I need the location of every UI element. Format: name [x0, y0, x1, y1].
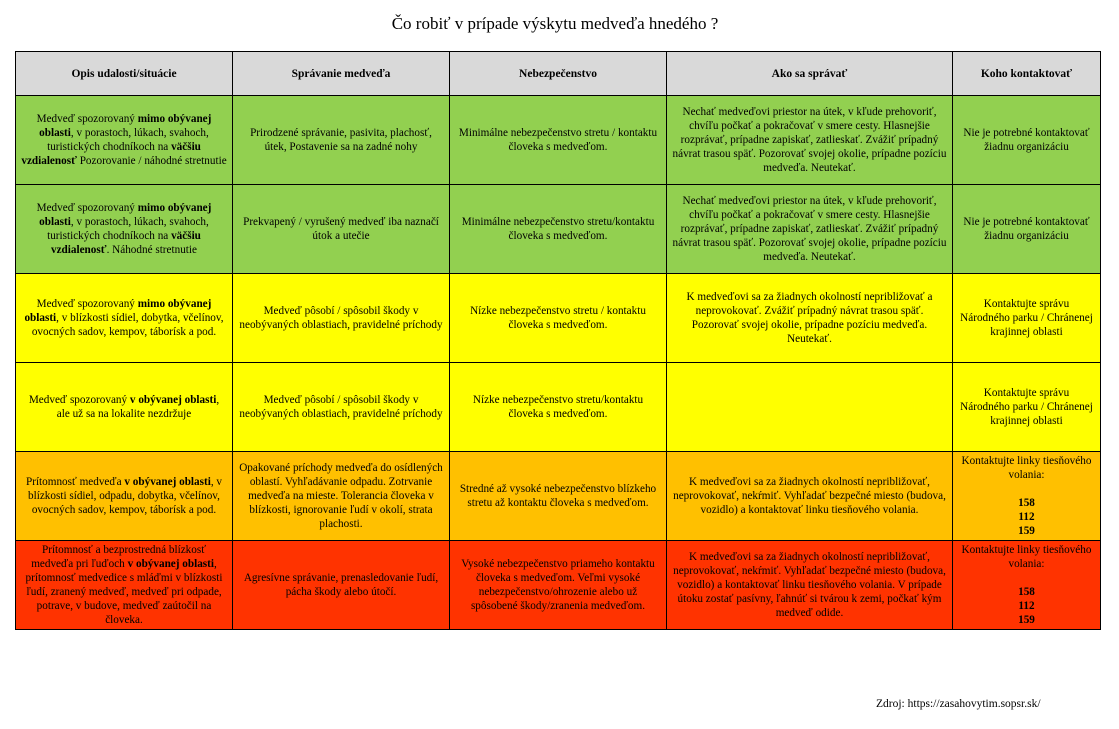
description-text: Prítomnosť a bezprostredná blízkosť medveďa pri ľuďoch — [31, 544, 206, 570]
description-text: Pozorovanie / náhodné stretnutie — [76, 155, 227, 167]
bear-behavior: Agresívne správanie, prenasledovanie ľudí, pácha škody alebo útočí. — [233, 541, 450, 630]
how-to-behave: K medveďovi sa za žiadnych okolností nepribližovať, neprovokovať, nekŕmiť. Vyhľadať bezpečné miesto (budova, vozidlo) a kontaktovať linku tiesňového volania. — [667, 452, 953, 541]
description-emphasis: mimo obývanej oblasti — [24, 298, 212, 324]
source-note: Zdroj: https://zasahovytim.sopsr.sk/ — [876, 698, 1041, 710]
emergency-number: 158 — [1018, 497, 1035, 509]
table-row — [16, 452, 1101, 541]
situation-description — [16, 274, 233, 363]
description-text: Prítomnosť medveďa — [26, 476, 125, 488]
description-emphasis: mimo obývanej oblasti — [39, 113, 212, 139]
contact-info — [953, 96, 1101, 185]
contact-text: Kontaktujte linky tiesňového volania: — [961, 455, 1092, 481]
emergency-number: 158 — [1018, 586, 1035, 598]
emergency-number: 159 — [1018, 614, 1035, 626]
page-title: Čo robiť v prípade výskytu medveďa hnedého ? — [391, 14, 719, 33]
header-bear-behavior: Správanie medveďa — [233, 52, 450, 96]
how-to-behave: Nechať medveďovi priestor na útek, v kľude prehovoriť, chvíľu počkať a pokračovať v smere cesty. Hlasnejšie rozprávať, prípadne zapiskať, zatlieskať. Zvážiť prípadný návrat trasou späť. Pozorovať svojej okolie, prípadne pozíciu medveďa. Neutekať. — [667, 96, 953, 185]
bear-behavior: Medveď pôsobí / spôsobil škody v neobývaných oblastiach, pravidelné príchody — [233, 363, 450, 452]
bear-guidance-table — [15, 51, 1101, 630]
situation-description — [16, 541, 233, 630]
description-text: . Náhodné stretnutie — [106, 244, 197, 256]
contact-info — [953, 452, 1101, 541]
danger-level: Vysoké nebezpečenstvo priameho kontaktu človeka s medveďom. Veľmi vysoké nebezpečenstvo/ohrozenie alebo už spôsobené škody/zranenia medveďom. — [450, 541, 667, 630]
how-to-behave — [667, 363, 953, 452]
table-row — [16, 185, 1101, 274]
how-to-behave: Nechať medveďovi priestor na útek, v kľude prehovoriť, chvíľu počkať a pokračovať v smere cesty. Hlasnejšie rozprávať, prípadne zapiskať, zatlieskať. Zvážiť prípadný návrat trasou späť. Pozorovať svojej okolie, prípadne pozíciu medveďa. Neutekať. — [667, 185, 953, 274]
contact-text: Nie je potrebné kontaktovať žiadnu organizáciu — [963, 127, 1090, 153]
emergency-number: 159 — [1018, 525, 1035, 537]
contact-info — [953, 541, 1101, 630]
emergency-number: 112 — [1018, 511, 1035, 523]
bear-behavior: Prekvapený / vyrušený medveď iba naznačí útok a utečie — [233, 185, 450, 274]
bear-behavior: Medveď pôsobí / spôsobil škody v neobývaných oblastiach, pravidelné príchody — [233, 274, 450, 363]
danger-level: Nízke nebezpečenstvo stretu/kontaktu človeka s medveďom. — [450, 363, 667, 452]
contact-info — [953, 185, 1101, 274]
how-to-behave: K medveďovi sa za žiadnych okolností nepribližovať, neprovokovať, nekŕmiť. Vyhľadať bezpečné miesto (budova, vozidlo) a kontaktovať linku tiesňového volania. V prípade útoku zostať pasívny, ľahnúť si tvárou k zemi, počkať kým medveď odide. — [667, 541, 953, 630]
description-text: , v porastoch, lúkach, svahoch, turistických chodníkoch na — [47, 127, 209, 153]
contact-info — [953, 274, 1101, 363]
danger-level: Stredné až vysoké nebezpečenstvo blízkeho stretu až kontaktu človeka s medveďom. — [450, 452, 667, 541]
danger-level: Nízke nebezpečenstvo stretu / kontaktu človeka s medveďom. — [450, 274, 667, 363]
description-emphasis: väčšiu vzdialenosť — [51, 230, 201, 256]
description-text: Medveď spozorovaný — [36, 113, 138, 125]
description-emphasis: v obývanej oblasti — [129, 394, 217, 406]
description-emphasis: väčšiu vzdialenosť — [21, 141, 201, 167]
table-row — [16, 363, 1101, 452]
header-description: Opis udalosti/situácie — [16, 52, 233, 96]
table-row — [16, 541, 1101, 630]
description-text: , v blízkosti sídiel, odpadu, dobytka, včelínov, ovocných sadov, kempov, táborísk a pod. — [28, 476, 222, 516]
contact-text: Nie je potrebné kontaktovať žiadnu organizáciu — [963, 216, 1090, 242]
contact-spacer — [958, 482, 1095, 496]
situation-description — [16, 363, 233, 452]
situation-description — [16, 96, 233, 185]
header-how-to-behave: Ako sa správať — [667, 52, 953, 96]
description-text: Medveď spozorovaný — [36, 202, 138, 214]
situation-description — [16, 452, 233, 541]
contact-info — [953, 363, 1101, 452]
bear-behavior: Opakované príchody medveďa do osídlených oblastí. Vyhľadávanie odpadu. Zotrvanie medveďa na mieste. Tolerancia človeka v blízkosti, ignorovanie ľudí v okolí, strata plachosti. — [233, 452, 450, 541]
description-emphasis: v obývanej oblasti — [124, 476, 211, 488]
situation-description — [16, 185, 233, 274]
table-row — [16, 96, 1101, 185]
contact-text: Kontaktujte správu Národného parku / Chránenej krajinnej oblasti — [960, 298, 1093, 338]
description-text: Medveď spozorovaný — [28, 394, 130, 406]
description-text: , ale už sa na lokalite nezdržuje — [56, 394, 220, 420]
description-text: , v porastoch, lúkach, svahoch, turistických chodníkoch na — [47, 216, 209, 242]
description-text: , prítomnosť medvedice s mláďmi v blízkosti ľudí, zranený medveď, medveď pri odpade, potrave, v budove, medveď zaútočil na človeka. — [25, 558, 223, 626]
description-emphasis: v obývanej oblasti — [127, 558, 214, 570]
danger-level: Minimálne nebezpečenstvo stretu/kontaktu človeka s medveďom. — [450, 185, 667, 274]
bear-behavior: Prirodzené správanie, pasivita, plachosť, útek, Postavenie sa na zadné nohy — [233, 96, 450, 185]
description-text: , v blízkosti sídiel, dobytka, včelínov, ovocných sadov, kempov, táborísk a pod. — [31, 312, 224, 338]
danger-level: Minimálne nebezpečenstvo stretu / kontaktu človeka s medveďom. — [450, 96, 667, 185]
description-emphasis: mimo obývanej oblasti — [39, 202, 212, 228]
header-whom-to-contact: Koho kontaktovať — [953, 52, 1101, 96]
header-danger: Nebezpečenstvo — [450, 52, 667, 96]
contact-spacer — [958, 571, 1095, 585]
table-row — [16, 274, 1101, 363]
contact-text: Kontaktujte linky tiesňového volania: — [961, 544, 1092, 570]
emergency-number: 112 — [1018, 600, 1035, 612]
table-header-row — [16, 52, 1101, 96]
how-to-behave: K medveďovi sa za žiadnych okolností nepribližovať a neprovokovať. Zvážiť prípadný návrat trasou späť. Pozorovať svojej okolie, prípadne pozíciu medveďa. Neutekať. — [667, 274, 953, 363]
contact-text: Kontaktujte správu Národného parku / Chránenej krajinnej oblasti — [960, 387, 1093, 427]
description-text: Medveď spozorovaný — [36, 298, 138, 310]
